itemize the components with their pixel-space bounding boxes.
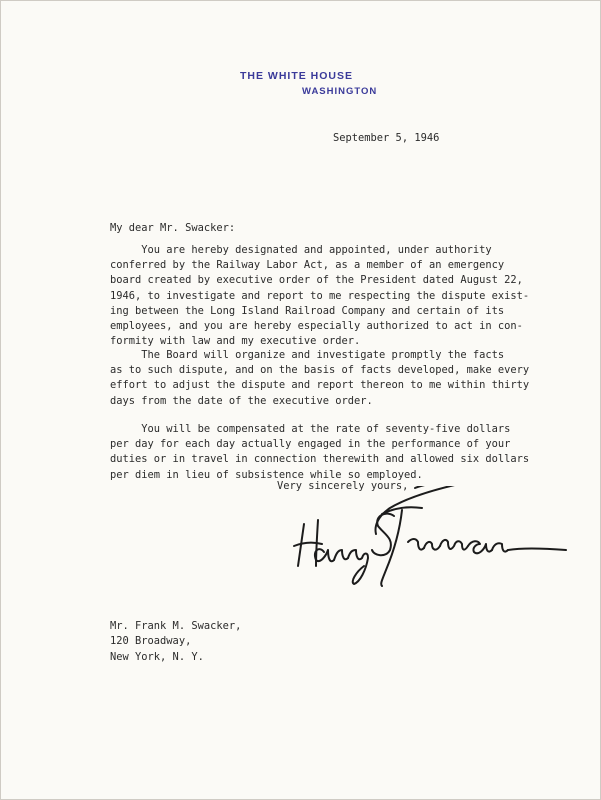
paragraph-line: 1946, to investigate and report to me respecting the dispute exist- (110, 289, 530, 302)
paragraph-line: You will be compensated at the rate of seventy-five dollars (110, 423, 511, 435)
paragraph-line: formity with law and my executive order. (110, 335, 361, 348)
paragraph-line: days from the date of the executive order. (110, 394, 373, 407)
paragraph-line: effort to adjust the dispute and report thereon to me within thirty (110, 379, 530, 392)
paragraph-line: per diem in lieu of subsistence while so employed. (110, 468, 423, 481)
handwritten-signature (290, 486, 570, 596)
address-name: Mr. Frank M. Swacker, (110, 620, 242, 632)
paragraph-line: employees, and you are hereby especially authorized to act in con- (110, 320, 523, 333)
paragraph-line: duties or in travel in connection therewith and allowed six dollars (110, 453, 530, 466)
paragraph-line: The Board will organize and investigate promptly the facts (110, 349, 505, 361)
address-city: New York, N. Y. (110, 651, 204, 663)
paragraph-line: per day for each day actually engaged in the performance of your (110, 438, 511, 451)
paragraph-line: You are hereby designated and appointed, under authority (110, 244, 492, 256)
paragraph-line: conferred by the Railway Labor Act, as a member of an emergency (110, 259, 505, 272)
paragraph-line: ing between the Long Island Railroad Company and certain of its (110, 304, 505, 317)
paragraph-line: board created by executive order of the President dated August 22, (110, 274, 523, 287)
address-street: 120 Broadway, (110, 635, 192, 647)
letterhead-city: WASHINGTON (302, 86, 378, 97)
paragraph-line: as to such dispute, and on the basis of facts developed, make every (110, 364, 530, 377)
salutation: My dear Mr. Swacker: (110, 222, 236, 234)
letterhead-title: THE WHITE HOUSE (240, 70, 354, 82)
paragraph-1 (110, 243, 580, 349)
letter-date: September 5, 1946 (333, 132, 440, 144)
paragraph-3 (110, 422, 580, 483)
closing: Very sincerely yours, (277, 480, 409, 492)
paragraph-2 (110, 348, 580, 409)
